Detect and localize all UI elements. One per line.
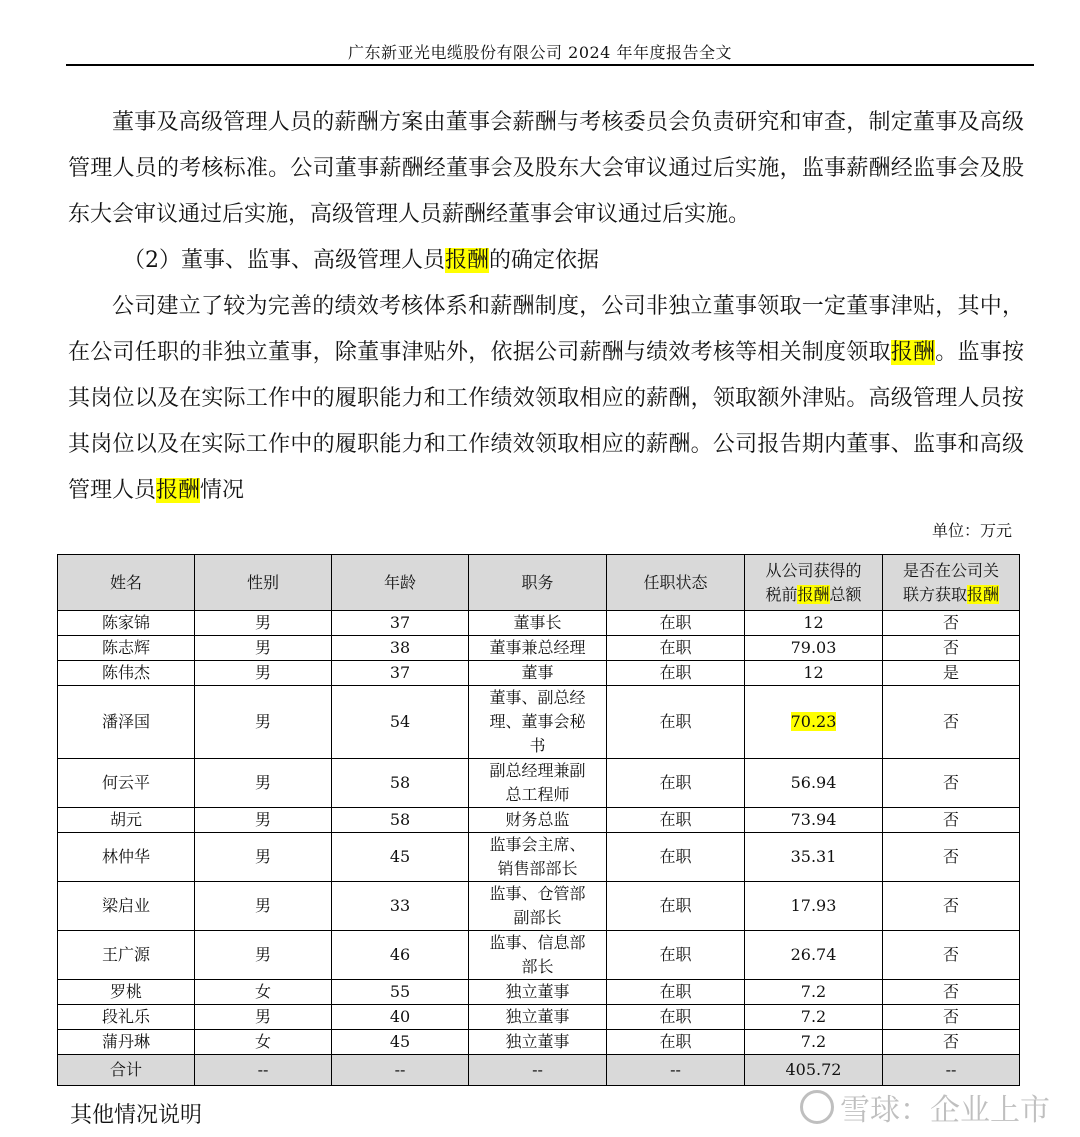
- cell-name: 蒲丹琳: [58, 1030, 195, 1055]
- cell-gender: 男: [195, 833, 332, 882]
- table-row: [58, 661, 1020, 686]
- position-line: 副总经理兼副: [489, 761, 586, 780]
- paragraph-text: 。监事按其岗位以及在实际工作中的履职能力和工作绩效领取相应的薪酬，领取额外津贴。高级管理人员按其岗位以及在实际工作中的履职能力和工作绩效领取相应的薪酬。公司报告期内董事、监事和高级管理人员: [68, 340, 1024, 503]
- table-header-row: [58, 555, 1020, 611]
- header-rule: [66, 64, 1034, 66]
- cell-age: 37: [332, 611, 469, 636]
- header-pay-line2-end: 总额: [829, 584, 862, 604]
- total-status: --: [607, 1055, 745, 1086]
- cell-related: 否: [883, 1030, 1020, 1055]
- position-line: 董事、副总经: [489, 688, 586, 707]
- section-heading-remuneration-basis: [68, 238, 1024, 284]
- position-line: 部长: [521, 957, 554, 976]
- cell-related: 是: [883, 661, 1020, 686]
- highlighted-value: 70.23: [790, 712, 837, 731]
- position-line: 副部长: [513, 908, 562, 927]
- cell-name: 陈志辉: [58, 636, 195, 661]
- cell-related: 否: [883, 686, 1020, 759]
- cell-pay: 56.94: [745, 759, 883, 808]
- cell-status: 在职: [607, 1030, 745, 1055]
- cell-gender: 女: [195, 980, 332, 1005]
- cell-status: 在职: [607, 759, 745, 808]
- cell-position: 独立董事: [469, 1005, 607, 1030]
- position-line: 监事、仓管部: [489, 884, 586, 903]
- total-pay: 405.72: [745, 1055, 883, 1086]
- header-age: 年龄: [332, 555, 469, 611]
- total-position: --: [469, 1055, 607, 1086]
- cell-name: 林仲华: [58, 833, 195, 882]
- cell-age: 54: [332, 686, 469, 759]
- highlighted-term: 报酬: [967, 584, 1000, 604]
- header-related-line2: 联方获取: [902, 584, 967, 604]
- cell-status: 在职: [607, 833, 745, 882]
- cell-name: 王广源: [58, 931, 195, 980]
- table-row: [58, 931, 1020, 980]
- cell-status: 在职: [607, 808, 745, 833]
- table-total-row: [58, 1055, 1020, 1086]
- cell-related: 否: [883, 980, 1020, 1005]
- cell-gender: 男: [195, 808, 332, 833]
- table-row: [58, 759, 1020, 808]
- cell-pay: 79.03: [745, 636, 883, 661]
- cell-age: 40: [332, 1005, 469, 1030]
- cell-related: 否: [883, 931, 1020, 980]
- table-row: [58, 808, 1020, 833]
- cell-age: 46: [332, 931, 469, 980]
- cell-gender: 男: [195, 611, 332, 636]
- cell-name: 罗桃: [58, 980, 195, 1005]
- table-row: [58, 833, 1020, 882]
- heading-text: （2）董事、监事、高级管理人员: [123, 248, 445, 273]
- table-row: [58, 636, 1020, 661]
- cell-pay: 12: [745, 661, 883, 686]
- header-name: 姓名: [58, 555, 195, 611]
- cell-position: 独立董事: [469, 980, 607, 1005]
- header-related-line1: 是否在公司关: [902, 560, 999, 580]
- cell-age: 38: [332, 636, 469, 661]
- cell-related: 否: [883, 882, 1020, 931]
- cell-position: 财务总监: [469, 808, 607, 833]
- header-pay: [745, 555, 883, 611]
- paragraph-remuneration-process: 董事及高级管理人员的薪酬方案由董事会薪酬与考核委员会负责研究和审查，制定董事及高级管理人员的考核标准。公司董事薪酬经董事会及股东大会审议通过后实施，监事薪酬经监事会及股东大会审议通过后实施，高级管理人员薪酬经董事会审议通过后实施。: [68, 110, 1024, 227]
- total-gender: --: [195, 1055, 332, 1086]
- cell-name: 段礼乐: [58, 1005, 195, 1030]
- cell-related: 否: [883, 808, 1020, 833]
- highlighted-term: 报酬: [156, 478, 201, 503]
- cell-position: 董事长: [469, 611, 607, 636]
- cell-pay: 7.2: [745, 980, 883, 1005]
- cell-gender: 男: [195, 1005, 332, 1030]
- cell-position: 董事: [469, 661, 607, 686]
- total-age: --: [332, 1055, 469, 1086]
- header-position: 职务: [469, 555, 607, 611]
- cell-name: 陈家锦: [58, 611, 195, 636]
- cell-status: 在职: [607, 686, 745, 759]
- cell-gender: 男: [195, 686, 332, 759]
- total-label: 合计: [58, 1055, 195, 1086]
- cell-related: 否: [883, 759, 1020, 808]
- cell-name: 胡元: [58, 808, 195, 833]
- paragraph-remuneration-basis: [68, 284, 1024, 514]
- cell-age: 33: [332, 882, 469, 931]
- highlighted-term: 报酬: [797, 584, 830, 604]
- cell-status: 在职: [607, 882, 745, 931]
- cell-pay: 73.94: [745, 808, 883, 833]
- cell-status: 在职: [607, 661, 745, 686]
- cell-pay: 12: [745, 611, 883, 636]
- cell-age: 45: [332, 1030, 469, 1055]
- cell-related: 否: [883, 833, 1020, 882]
- cell-gender: 男: [195, 882, 332, 931]
- cell-age: 58: [332, 759, 469, 808]
- table-row: [58, 980, 1020, 1005]
- position-line: 书: [529, 736, 546, 755]
- cell-status: 在职: [607, 980, 745, 1005]
- cell-status: 在职: [607, 1005, 745, 1030]
- highlighted-term: 报酬: [445, 248, 490, 273]
- header-status: 任职状态: [607, 555, 745, 611]
- other-info-heading: 其他情况说明: [70, 1103, 203, 1128]
- cell-position: 独立董事: [469, 1030, 607, 1055]
- cell-status: 在职: [607, 611, 745, 636]
- page-header: 广东新亚光电缆股份有限公司 2024 年年度报告全文: [348, 43, 732, 62]
- watermark: [800, 1085, 1050, 1129]
- table-row: [58, 611, 1020, 636]
- cell-pay: 7.2: [745, 1030, 883, 1055]
- table-row: [58, 1005, 1020, 1030]
- paragraph-text: 公司建立了较为完善的绩效考核体系和薪酬制度，公司非独立董事领取一定董事津贴，其中，在公司任职的非独立董事，除董事津贴外，依据公司薪酬与绩效考核等相关制度领取: [68, 294, 1024, 365]
- heading-text-end: 的确定依据: [489, 248, 600, 273]
- cell-position: [469, 833, 607, 882]
- cell-gender: 女: [195, 1030, 332, 1055]
- watermark-text: 雪球：企业上市: [840, 1093, 1050, 1128]
- header-related-party: [883, 555, 1020, 611]
- cell-status: 在职: [607, 636, 745, 661]
- cell-name: 陈伟杰: [58, 661, 195, 686]
- cell-name: 梁启业: [58, 882, 195, 931]
- table-row: [58, 1030, 1020, 1055]
- header-pay-line1: 从公司获得的: [765, 560, 862, 580]
- cell-gender: 男: [195, 661, 332, 686]
- table-row: [58, 686, 1020, 759]
- paragraph-text: 情况: [200, 478, 245, 503]
- highlighted-term: 报酬: [890, 340, 936, 365]
- header-pay-line2: 税前: [765, 584, 798, 604]
- cell-age: 37: [332, 661, 469, 686]
- cell-name: 潘泽国: [58, 686, 195, 759]
- position-line: 监事会主席、: [489, 835, 586, 854]
- cell-age: 45: [332, 833, 469, 882]
- unit-label: 单位：万元: [931, 521, 1012, 540]
- cell-age: 58: [332, 808, 469, 833]
- cell-gender: 男: [195, 636, 332, 661]
- cell-name: 何云平: [58, 759, 195, 808]
- cell-related: 否: [883, 611, 1020, 636]
- cell-related: 否: [883, 1005, 1020, 1030]
- position-line: 理、董事会秘: [489, 712, 586, 731]
- cell-status: 在职: [607, 931, 745, 980]
- cell-position: 董事兼总经理: [469, 636, 607, 661]
- cell-age: 55: [332, 980, 469, 1005]
- snowball-logo-icon: [800, 1090, 834, 1124]
- header-gender: 性别: [195, 555, 332, 611]
- cell-position: [469, 759, 607, 808]
- cell-pay: 35.31: [745, 833, 883, 882]
- cell-related: 否: [883, 636, 1020, 661]
- cell-position: [469, 882, 607, 931]
- cell-position: [469, 931, 607, 980]
- cell-pay: [745, 686, 883, 759]
- cell-gender: 男: [195, 931, 332, 980]
- position-line: 监事、信息部: [489, 933, 586, 952]
- position-line: 销售部部长: [497, 859, 578, 878]
- cell-position: [469, 686, 607, 759]
- cell-gender: 男: [195, 759, 332, 808]
- cell-pay: 26.74: [745, 931, 883, 980]
- position-line: 总工程师: [505, 785, 570, 804]
- remuneration-table: [57, 554, 1020, 1086]
- table-row: [58, 882, 1020, 931]
- cell-pay: 17.93: [745, 882, 883, 931]
- cell-pay: 7.2: [745, 1005, 883, 1030]
- total-related: --: [883, 1055, 1020, 1086]
